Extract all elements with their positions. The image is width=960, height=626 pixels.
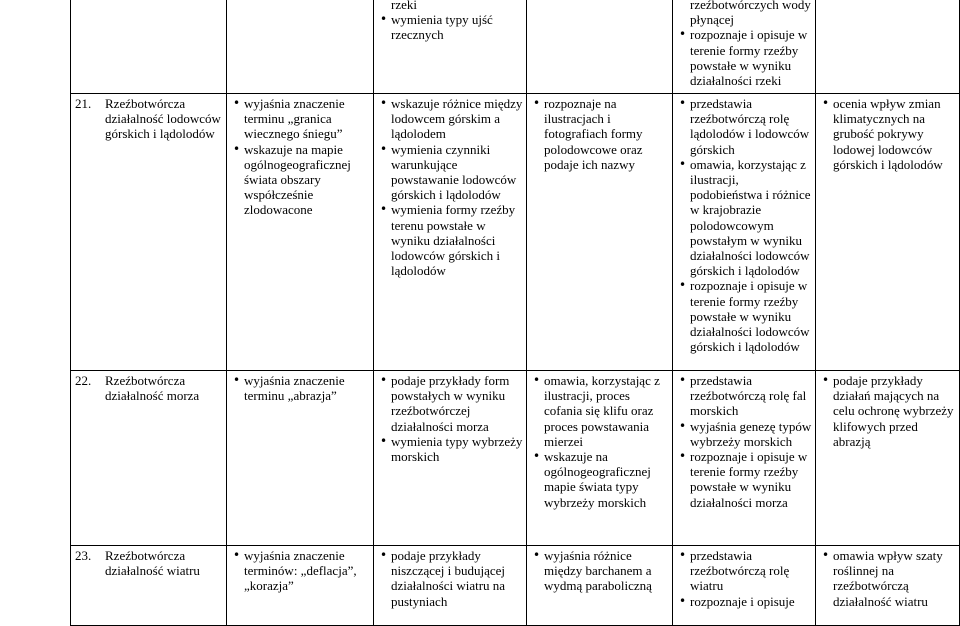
cell-col2 (227, 546, 374, 626)
table-row-continued (71, 0, 960, 94)
cell-col6 (816, 94, 960, 371)
table-row (71, 371, 960, 546)
cell-topic (71, 546, 227, 626)
list-item: • przedstawia rzeźbotwórczą rolę lądolodów i lodowców górskich (678, 96, 812, 157)
cell-topic (71, 94, 227, 371)
table-row (71, 94, 960, 371)
list-item: • rozpoznaje i opisuje w terenie formy rzeźby powstałe w wyniku działalności rzeki (678, 27, 812, 88)
list-item: • wyjaśnia znaczenie terminów: „deflacja”, „korazja” (232, 548, 370, 594)
cell-col2 (227, 0, 374, 94)
cell-col6 (816, 546, 960, 626)
list-item: • wyjaśnia genezę typów wybrzeży morskich (678, 419, 812, 449)
cell-col5 (673, 371, 816, 546)
cell-col6 (816, 0, 960, 94)
row-topic: Rzeźbotwórcza działalność morza (105, 373, 200, 404)
list-item: • omawia, korzystając z ilustracji, podobieństwa i różnice w krajobrazie polodowcowym powstałym w wyniku działalności lodowców górskich i lądolodów (678, 157, 812, 279)
list-item: rzeźbotwórczych wody płynącej (690, 0, 811, 28)
row-topic: Rzeźbotwórcza działalność wiatru (105, 548, 200, 579)
cell-topic (71, 371, 227, 546)
row-number: 23. (75, 548, 92, 563)
list-item: • omawia, korzystając z ilustracji, proces cofania się klifu oraz proces powstawania mierzei (532, 373, 669, 449)
list-item: • wymienia formy rzeźby terenu powstałe w wyniku działalności lodowców górskich i lądolodów (379, 202, 523, 278)
list-item: • rozpoznaje i opisuje w terenie formy rzeźby powstałe w wyniku działalności morza (678, 449, 812, 510)
list-item: • wyjaśnia znaczenie terminu „granica wiecznego śniegu” (232, 96, 370, 142)
cell-col2 (227, 94, 374, 371)
list-item: • rozpoznaje na ilustracjach i fotografiach formy polodowcowe oraz podaje ich nazwy (532, 96, 669, 172)
cell-col3 (374, 371, 527, 546)
cell-col4 (527, 371, 673, 546)
row-number: 21. (75, 96, 92, 111)
list-item: • wskazuje na mapie ogólnogeograficznej świata obszary współcześnie zlodowacone (232, 142, 370, 218)
cell-col4 (527, 0, 673, 94)
list-item: • rozpoznaje i opisuje (678, 594, 812, 609)
list-item: • wyjaśnia znaczenie terminu „abrazja” (232, 373, 370, 403)
list-item: • przedstawia rzeźbotwórczą rolę wiatru (678, 548, 812, 594)
cell-col4 (527, 546, 673, 626)
cell-col2 (227, 371, 374, 546)
list-item: • wskazuje na ogólnogeograficznej mapie świata typy wybrzeży morskich (532, 449, 669, 510)
list-item: • wymienia typy wybrzeży morskich (379, 434, 523, 464)
list-item: • omawia wpływ szaty roślinnej na rzeźbotwórczą działalność wiatru (821, 548, 956, 609)
cell-col3 (374, 0, 527, 94)
list-item: rzeki (391, 0, 417, 12)
cell-col5 (673, 94, 816, 371)
row-number: 22. (75, 373, 92, 388)
cell-col4 (527, 94, 673, 371)
list-item: • rozpoznaje i opisuje w terenie formy rzeźby powstałe w wyniku działalności lodowców górskich i lądolodów (678, 278, 812, 354)
cell-topic (71, 0, 227, 94)
list-item: • podaje przykłady form powstałych w wyniku rzeźbotwórczej działalności morza (379, 373, 523, 434)
curriculum-table (70, 0, 960, 626)
cell-col6 (816, 371, 960, 546)
table-row (71, 546, 960, 626)
cell-col5 (673, 546, 816, 626)
list-item: • wymienia typy ujść rzecznych (379, 12, 523, 42)
cell-col3 (374, 546, 527, 626)
list-item: • przedstawia rzeźbotwórczą rolę fal morskich (678, 373, 812, 419)
list-item: • wymienia czynniki warunkujące powstawanie lodowców górskich i lądolodów (379, 142, 523, 203)
list-item: • podaje przykłady działań mających na celu ochronę wybrzeży klifowych przed abrazją (821, 373, 956, 449)
row-topic: Rzeźbotwórcza działalność lodowców górskich i lądolodów (105, 96, 221, 142)
list-item: • wskazuje różnice między lodowcem górskim a lądolodem (379, 96, 523, 142)
list-item: • wyjaśnia różnice między barchanem a wydmą paraboliczną (532, 548, 669, 594)
cell-col5 (673, 0, 816, 94)
list-item: • podaje przykłady niszczącej i budującej działalności wiatru na pustyniach (379, 548, 523, 609)
list-item: • ocenia wpływ zmian klimatycznych na grubość pokrywy lodowej lodowców górskich i lądolodów (821, 96, 956, 172)
cell-col3 (374, 94, 527, 371)
